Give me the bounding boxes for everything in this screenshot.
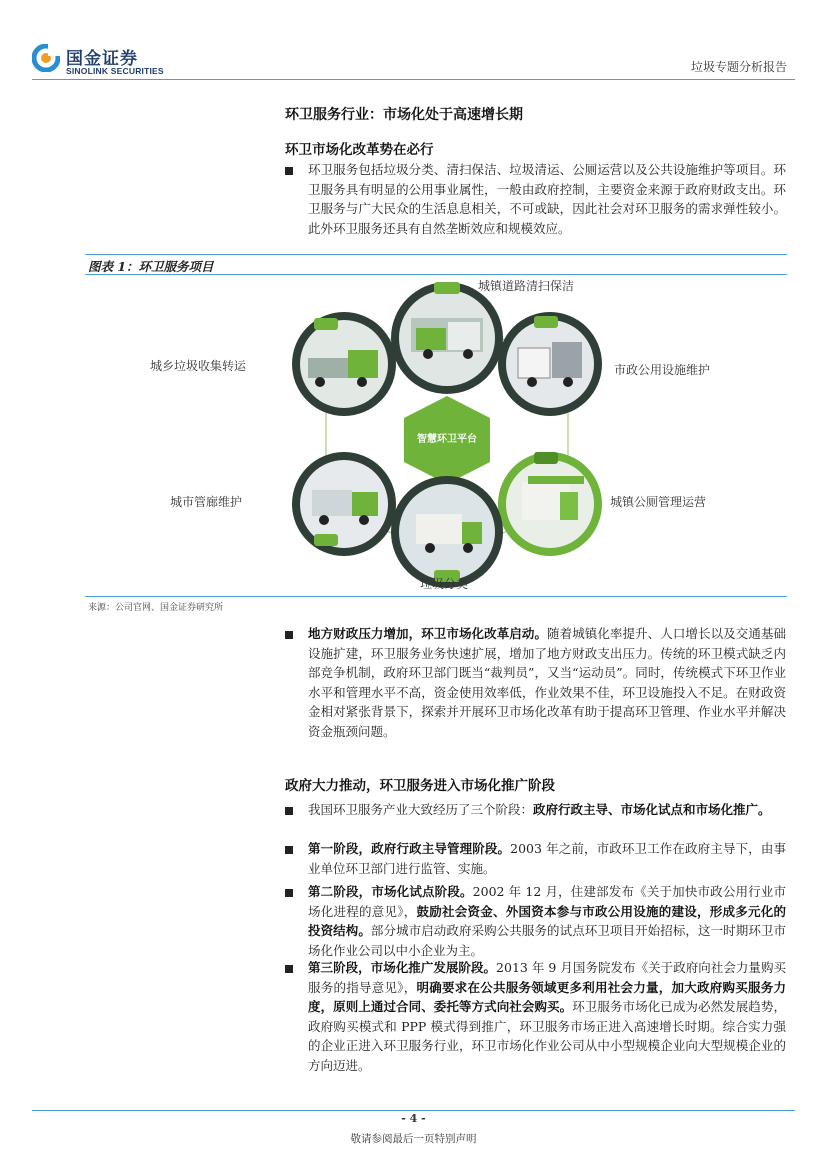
paragraph-body: 环卫服务市场化已成为必然发展趋势，政府购买模式和 PPP 模式得到推广，环卫服务市场正进入高速增长时期。综合实力强的企业正进入环卫服务行业，环卫市场化作业公司从中小型规模企业向大型规模企业的方向迈进。 [308, 999, 786, 1073]
paragraph-body: 我国环卫服务产业大致经历了三个阶段： [308, 802, 534, 817]
subsection-title-promotion: 政府大力推动，环卫服务进入市场化推广阶段 [285, 778, 555, 794]
paragraph-emphasis: 政府行政主导、市场化试点和市场化推广。 [533, 802, 771, 817]
bullet-marker [285, 889, 293, 897]
sanitation-services-diagram [148, 276, 746, 592]
bullet-marker [285, 631, 293, 639]
figure-title-rule [85, 274, 787, 275]
paragraph-fiscal-pressure [308, 624, 786, 741]
paragraph-stage-three [308, 958, 786, 1075]
footer-divider [32, 1110, 795, 1111]
figure-bottom-rule [85, 596, 787, 597]
paragraph-lead: 第三阶段，市场化推广发展阶段。 [308, 960, 497, 975]
bullet-marker [285, 846, 293, 854]
label-road-cleaning: 城镇道路清扫保洁 [478, 279, 575, 293]
paragraph-body: 2013 年 9 月国务院发布《关于政府向社会力量购买服务的指导意见》， [308, 960, 786, 995]
node-road-cleaning [391, 282, 503, 394]
paragraph-lead: 地方财政压力增加，环卫市场化改革启动。 [308, 626, 548, 641]
paragraph-body: 部分城市启动政府采购公共服务的试点环卫项目开始招标，这一时期环卫市场化作业公司以中小企业为主。 [308, 923, 786, 958]
figure-top-rule [85, 254, 787, 255]
figure-title: 图表 1：环卫服务项目 [88, 259, 214, 274]
paragraph-stage-two [308, 882, 786, 960]
node-waste-collection [292, 312, 396, 416]
bullet-marker [285, 965, 293, 973]
paragraph-emphasis: 鼓励社会资金、外国资本参与市政公用设施的建设，形成多元化的投资结构。 [308, 903, 786, 938]
section-title: 环卫服务行业：市场化处于高速增长期 [285, 107, 523, 123]
report-title: 垃圾专题分析报告 [690, 60, 787, 74]
paragraph-three-stages [308, 800, 786, 820]
page-number: - 4 - [401, 1112, 426, 1125]
figure-source: 来源：公司官网、国金证券研究所 [88, 603, 224, 613]
node-public-toilets [498, 452, 602, 556]
paragraph-body: 随着城镇化率提升、人口增长以及交通基础设施扩建，环卫服务业务快速扩展，增加了地方财政支出压力。传统的环卫模式缺乏内部竞争机制，政府环卫部门既当“裁判员”，又当“运动员”。同时，传统模式下环卫作业水平和管理水平不高，资金使用效率低，作业效果不佳，环卫设施投入不足。在财政资金相对紧张背景下，探索并开展环卫市场化改革有助于提高环卫管理、作业水平并解决资金瓶颈问题。 [308, 626, 786, 739]
bullet-marker [285, 167, 293, 175]
logo-chinese: 国金证券 [66, 49, 138, 69]
node-municipal-facilities [498, 312, 602, 416]
sinolink-logo-icon [32, 44, 60, 72]
paragraph-body: 2002 年 12 月，住建部发布《关于加快市政公用行业市场化进程的意见》， [308, 884, 786, 919]
bullet-marker [285, 807, 293, 815]
node-waste-sorting [391, 476, 503, 588]
paragraph-lead: 第一阶段，政府行政主导管理阶段。 [308, 841, 511, 856]
header-divider [32, 79, 795, 80]
paragraph-body: 2003 年之前，市政环卫工作在政府主导下，由事业单位环卫部门进行监管、实施。 [308, 841, 786, 876]
label-waste-sorting: 垃圾分类 [420, 577, 469, 591]
center-label: 智慧环卫平台 [417, 434, 477, 445]
node-utility-tunnel [292, 452, 396, 556]
disclaimer-note: 敬请参阅最后一页特别声明 [350, 1133, 477, 1145]
paragraph-intro: 环卫服务包括垃圾分类、清扫保洁、垃圾清运、公厕运营以及公共设施维护等项目。环卫服务具有明显的公用事业属性，一般由政府控制，主要资金来源于政府财政支出。环卫服务与广大民众的生活息息相关，不可或缺，因此社会对环卫服务的需求弹性较小。此外环卫服务还具有自然垄断效应和规模效应。 [308, 162, 786, 236]
logo-english: SINOLINK SECURITIES [66, 66, 164, 76]
subsection-title-reform: 环卫市场化改革势在必行 [285, 142, 434, 158]
paragraph-stage-one [308, 839, 786, 878]
label-municipal-facilities: 市政公用设施维护 [614, 363, 711, 377]
paragraph-emphasis: 明确要求在公共服务领域更多利用社会力量，加大政府购买服务力度，原则上通过合同、委托等方式向社会购买。 [308, 979, 786, 1014]
label-public-toilets: 城镇公厕管理运营 [610, 495, 707, 509]
label-waste-collection: 城乡垃圾收集转运 [150, 359, 247, 373]
label-utility-tunnel: 城市管廊维护 [170, 495, 243, 509]
paragraph-lead: 第二阶段，市场化试点阶段。 [308, 884, 473, 899]
